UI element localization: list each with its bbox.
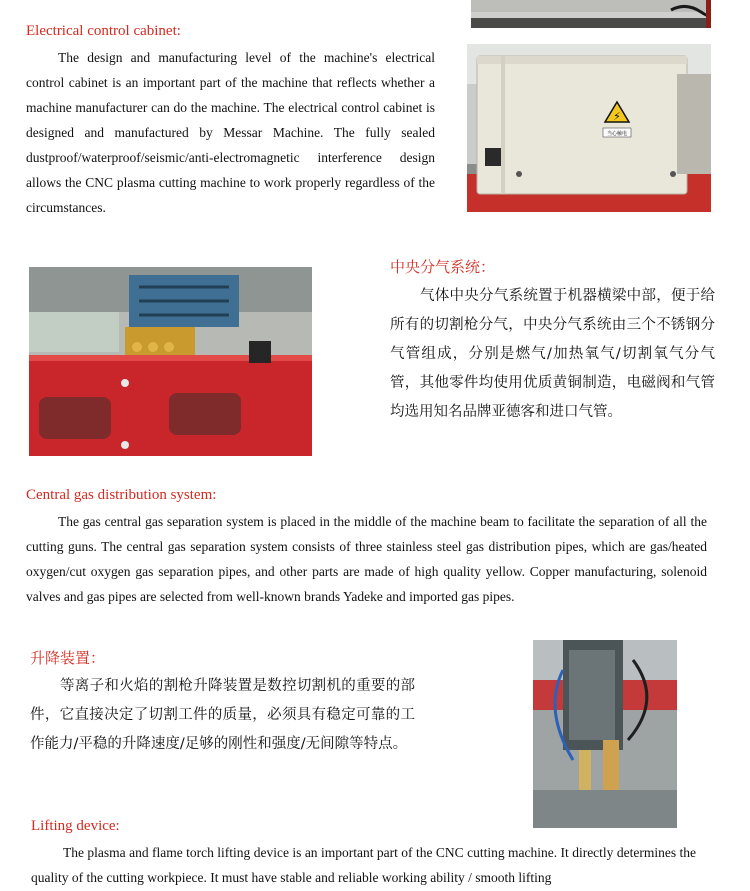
- section-body-electrical-cabinet: The design and manufacturing level of the machine's electrical control cabinet is an important part of the machine that reflects whether a machine manufacturer can do the machine. The electrical control cabinet is designed and manufactured by Messar Machine. The fully sealed dustproof/waterproof/seismic/anti-electromagnetic interference design allows the CNC plasma cutting machine to work properly regardless of the circumstances.: [26, 50, 435, 215]
- section-body-lifting-en: The plasma and flame torch lifting device is an important part of the CNC cutting machine. It directly determines the quality of the cutting workpiece. It must have stable and reliable working ability / smooth lifting: [31, 845, 696, 885]
- section-title-gas-system-en: Central gas distribution system:: [26, 487, 217, 503]
- torch-lifting-photo: [533, 640, 677, 828]
- electrical-cabinet-photo: [467, 44, 711, 212]
- gas-distribution-photo: [29, 267, 312, 456]
- section-title-electrical-cabinet: Electrical control cabinet:: [26, 23, 181, 39]
- svg-text:⚡: ⚡: [613, 110, 621, 123]
- section-title-lifting-zh: 升降装置：: [30, 649, 106, 667]
- section-body-gas-system-en: The gas central gas separation system is placed in the middle of the machine beam to facilitate the separation of all the cutting guns. The central gas separation system consists of three stainless steel gas distribution pipes, which are gas/heated oxygen/cut oxygen gas separation pipes, and other parts are made of high quality yellow. Copper manufacturing, solenoid valves and gas pipes are selected from well-known brands Yadeke and imported gas pipes.: [26, 514, 707, 604]
- section-body-gas-system-zh: 气体中央分气系统置于机器横梁中部，便于给所有的切割枪分气，中央分气系统由三个不锈钢分气管组成，分别是燃气/加热氧气/切割氧气分气管，其他零件均使用优质黄铜制造，电磁阀和气管均选用知名品牌亚德客和进口气管。: [390, 288, 715, 420]
- section-body-lifting-zh: 等离子和火焰的割枪升降装置是数控切割机的重要的部件，它直接决定了切割工件的质量，必须具有稳定可靠的工作能力/平稳的升降速度/足够的刚性和强度/无间隙等特点。: [30, 678, 415, 752]
- machine-base-photo-cropped: [471, 0, 711, 28]
- section-title-lifting-en: Lifting device:: [31, 818, 120, 834]
- warning-sign-text: 当心触电: [606, 131, 628, 137]
- section-title-gas-system-zh: 中央分气系统：: [390, 258, 496, 276]
